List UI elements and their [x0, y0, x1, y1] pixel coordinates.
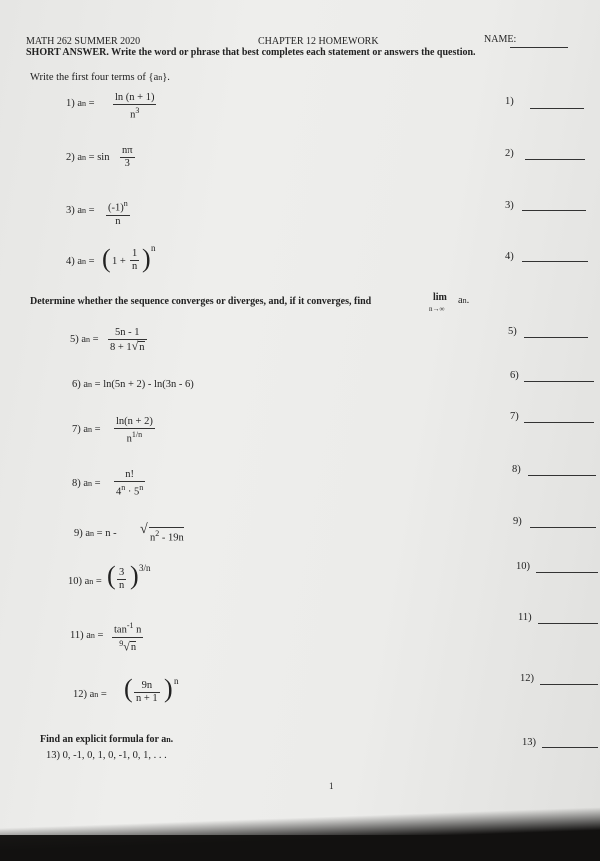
answer-label-9: 9) [513, 516, 522, 527]
question-11: 11) an = [70, 630, 104, 641]
table-surface [0, 805, 600, 861]
answer-blank-8[interactable] [528, 475, 596, 476]
chapter-label: CHAPTER 12 HOMEWORK [258, 36, 379, 47]
q4-one-plus: 1 + [112, 256, 126, 267]
question-12: 12) an = [73, 689, 107, 700]
question-3: 3) an = [66, 205, 95, 216]
lim-label: lim [433, 292, 447, 303]
answer-blank-2[interactable] [525, 159, 585, 160]
answer-blank-9[interactable] [530, 527, 596, 528]
answer-label-1: 1) [505, 96, 514, 107]
answer-blank-3[interactable] [522, 210, 586, 211]
lim-under: n→∞ [429, 305, 445, 313]
answer-label-6: 6) [510, 370, 519, 381]
name-field[interactable] [510, 47, 568, 48]
question-1: 1) an = [66, 98, 95, 109]
answer-label-3: 3) [505, 200, 514, 211]
q10-exponent: 3/n [139, 563, 151, 573]
answer-blank-11[interactable] [538, 623, 598, 624]
q12-exponent: n [174, 676, 179, 686]
q10-fraction: $\frac{3}{n}$ [119, 567, 125, 591]
answer-label-10: 10) [516, 561, 530, 572]
q12-left-paren: ( [124, 674, 133, 703]
q3-fraction: $\frac{(-1)^n}{n}$ [108, 199, 128, 227]
answer-blank-5[interactable] [524, 337, 588, 338]
answer-blank-13[interactable] [542, 747, 598, 748]
answer-label-12: 12) [520, 673, 534, 684]
q4-exponent: n [151, 243, 156, 253]
question-5: 5) an = [70, 334, 99, 345]
q7-fraction: $\frac{\ln(n + 2)}{n^{1/n}}$ [116, 416, 153, 445]
section1-heading: Write the first four terms of {an}. [30, 72, 170, 83]
section2-heading: Determine whether the sequence converges or diverges, and, if it converges, find [30, 296, 372, 307]
q9-radicand: $n^2 - 19n$ [150, 529, 184, 544]
q4-right-paren: ) [142, 244, 151, 273]
q4-left-paren: ( [102, 244, 111, 273]
q5-fraction: $\frac{5n - 1}{8 + 1√n}$ [110, 327, 145, 353]
answer-blank-12[interactable] [540, 684, 598, 685]
q8-fraction: $\frac{n!}{4^n \cdot 5^n}$ [116, 469, 144, 498]
question-6: 6) an = ln(5n + 2) - ln(3n - 6) [72, 379, 194, 390]
question-7: 7) an = [72, 424, 101, 435]
q10-left-paren: ( [107, 561, 116, 590]
section3-heading: Find an explicit formula for an. [40, 734, 174, 745]
q11-fraction: $\frac{\tan^{-1} n}{^9√n}$ [114, 621, 142, 653]
instructions: SHORT ANSWER. Write the word or phrase that best completes each statement or answers the question. [26, 47, 476, 58]
q9-radical-sign: √ [140, 522, 148, 537]
q4-fraction: $\frac{1}{n}$ [132, 248, 138, 272]
q1-fraction: $\frac{\ln (n + 1)}{n^3}$ [115, 92, 155, 121]
name-label: NAME: [484, 34, 517, 45]
answer-blank-6[interactable] [524, 381, 594, 382]
lim-of: an. [458, 295, 470, 306]
q12-right-paren: ) [164, 674, 173, 703]
answer-label-7: 7) [510, 411, 519, 422]
question-2: 2) an = sin [66, 152, 110, 163]
answer-blank-10[interactable] [536, 572, 598, 573]
q10-right-paren: ) [130, 561, 139, 590]
question-10: 10) an = [68, 576, 102, 587]
answer-label-2: 2) [505, 148, 514, 159]
answer-label-13: 13) [522, 737, 536, 748]
q2-fraction: $\frac{n\pi}{3}$ [122, 145, 133, 169]
page-number: 1 [329, 781, 334, 791]
answer-blank-7[interactable] [524, 422, 594, 423]
answer-label-4: 4) [505, 251, 514, 262]
answer-label-5: 5) [508, 326, 517, 337]
question-8: 8) an = [72, 478, 101, 489]
question-13: 13) 0, -1, 0, 1, 0, -1, 0, 1, . . . [46, 750, 167, 761]
course-label: MATH 262 SUMMER 2020 [26, 36, 141, 47]
q12-fraction: $\frac{9n}{n + 1}$ [136, 680, 158, 704]
answer-blank-1[interactable] [530, 108, 584, 109]
answer-label-11: 11) [518, 612, 532, 623]
question-9: 9) an = n - [74, 528, 117, 539]
question-4: 4) an = [66, 256, 95, 267]
answer-label-8: 8) [512, 464, 521, 475]
answer-blank-4[interactable] [522, 261, 588, 262]
